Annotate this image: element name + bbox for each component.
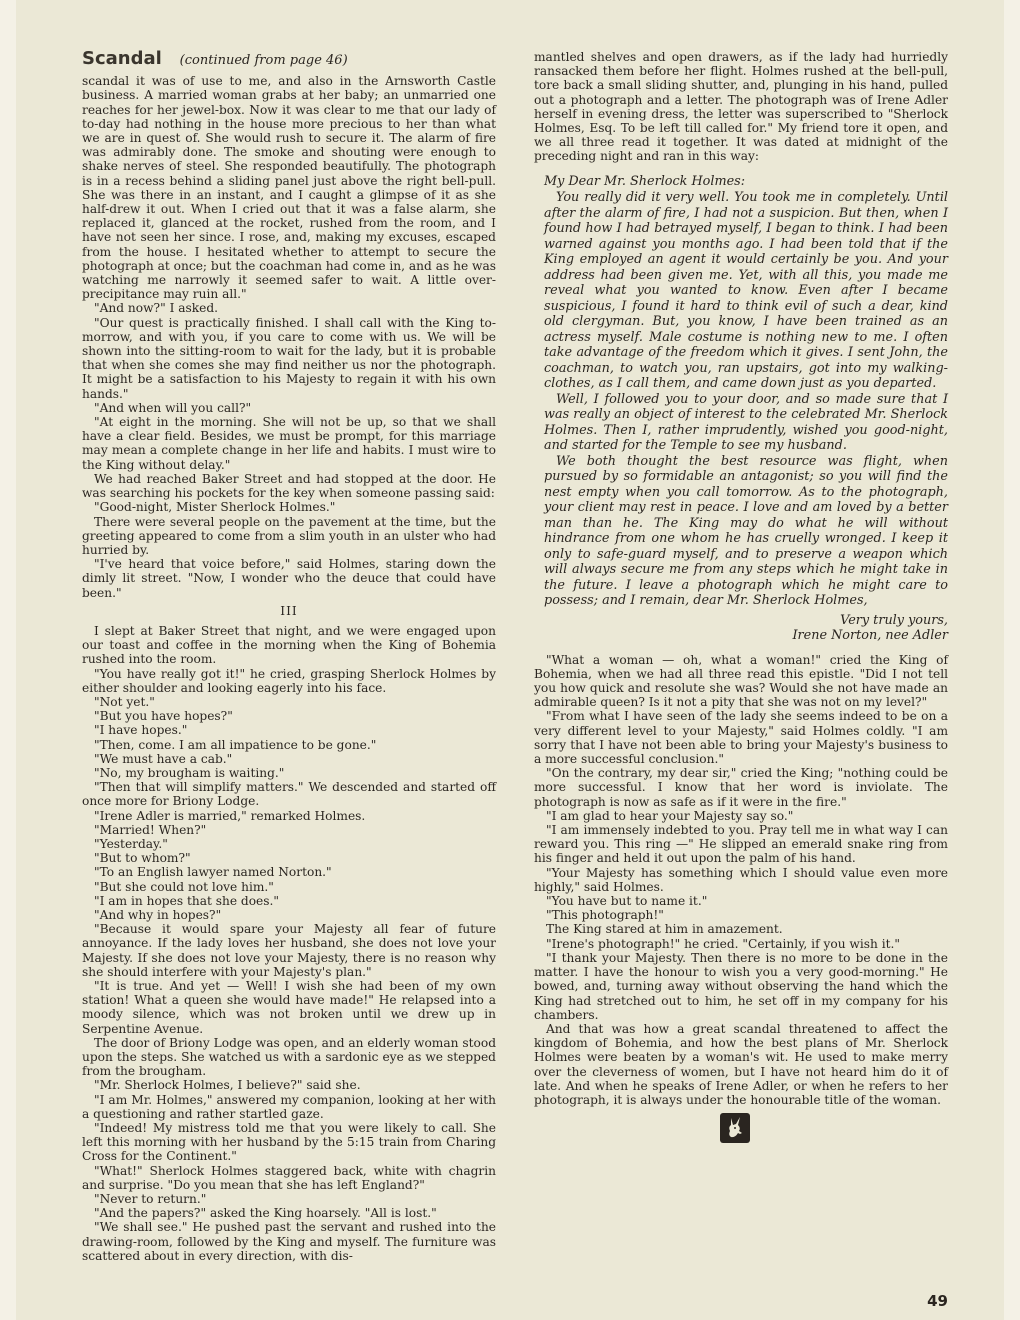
- paragraph: "Then that will simplify matters." We descended and started off once more for Briony Lodge.: [82, 780, 496, 809]
- paragraph: "It is true. And yet — Well! I wish she had been of my own station! What a queen she would have made!" He relapsed into a moody silence, which was not broken until we drew up in Serpentine Avenue.: [82, 979, 496, 1036]
- paragraph: "And why in hopes?": [94, 907, 222, 922]
- paragraph: I slept at Baker Street that night, and we were engaged upon our toast and coffee in the morning when the King of Bohemia rushed into the room.: [82, 623, 496, 667]
- paragraph: "Irene Adler is married," remarked Holmes.: [94, 808, 366, 823]
- paragraph: "Yesterday.": [94, 836, 168, 851]
- page-number: 49: [927, 1292, 948, 1310]
- paragraph: "I am glad to hear your Majesty say so.": [546, 808, 794, 823]
- paragraph: "Your Majesty has something which I should value even more highly," said Holmes.: [534, 865, 948, 894]
- bunny-icon-glyph: [725, 1116, 745, 1140]
- paragraph: We both thought the best resource was flight, when pursued by so formidable an antagonist; so you will find the nest empty when you call tomorrow. As to the photograph, your client may rest in peace. I love and am loved by a better man than he. The King may do what he will without hindrance from one whom he has cruelly wronged. I keep it only to safe-guard myself, and to preserve a weapon which will always secure me from any steps which he might take in the future. I leave a photograph which he might care to possess; and I remain, dear Mr. Sherlock Holmes,: [544, 453, 948, 609]
- left-column: [82, 50, 496, 1263]
- paragraph: "Our quest is practically finished. I shall call with the King to-morrow, and with you, if you care to come with us. We will be shown into the sitting-room to wait for the lady, but it is probable that when she comes she may find neither us nor the photograph. It might be a satisfaction to his Majesty to regain it with his own hands.": [82, 315, 496, 401]
- paragraph: "I have hopes.": [94, 723, 188, 738]
- paragraph: "But she could not love him.": [94, 879, 274, 894]
- paragraph: "Married! When?": [94, 822, 207, 837]
- bunny-icon: [720, 1113, 750, 1143]
- paragraph: "Because it would spare your Majesty all fear of future annoyance. If the lady loves her husband, she does not love your Majesty. If she does not love your Majesty, there is no reason why she should interfere with your Majesty's plan.": [82, 922, 496, 979]
- paragraph: "Not yet.": [94, 694, 155, 709]
- paragraph: There were several people on the pavement at the time, but the greeting appeared to come from a slim youth in an ulster who had hurried by.: [82, 514, 496, 557]
- paragraph: "I am Mr. Holmes," answered my companion, looking at her with a questioning and rather startled gaze.: [82, 1092, 496, 1121]
- paragraph: "Indeed! My mistress told me that you were likely to call. She left this morning with her husband by the 5:15 train from Charing Cross for the Continent.": [82, 1121, 496, 1164]
- left-paragraphs-a: [82, 74, 496, 600]
- paragraph: "I've heard that voice before," said Holmes, staring down the dimly lit street. "Now, I wonder who the deuce that could have been.": [82, 557, 496, 600]
- paragraph: "I am in hopes that she does.": [94, 893, 280, 908]
- left-paragraphs-b: [82, 624, 496, 1263]
- paragraph: "From what I have seen of the lady she seems indeed to be on a very different level to your Majesty," said Holmes coldly. "I am sorry that I have not been able to bring your Majesty's business to a more successful conclusion.": [534, 709, 948, 767]
- article-heading: [82, 48, 496, 69]
- paragraph: "To an English lawyer named Norton.": [94, 865, 332, 880]
- letter-closing: Very truly yours,: [840, 612, 948, 628]
- paragraph: mantled shelves and open drawers, as if the lady had hurriedly ransacked them before her flight. Holmes rushed at the bell-pull, tore back a small sliding shutter, and, plunging in his hand, pulled out a photograph and a letter. The photograph was of Irene Adler herself in evening dress, the letter was superscribed to "Sherlock Holmes, Esq. To be left till called for." My friend tore it open, and we all three read it together. It was dated at midnight of the preceding night and ran in this way:: [534, 50, 948, 164]
- paragraph: "Good-night, Mister Sherlock Holmes.": [94, 500, 336, 515]
- continued-note: (continued from page 46): [179, 53, 348, 68]
- paragraph: "What a woman — oh, what a woman!" cried the King of Bohemia, when we had all three read this epistle. "Did I not tell you how quick and resolute she was? Would she not have made an admirable queen? Is it not a pity that she was not on my level?": [534, 652, 948, 710]
- paragraph: "Irene's photograph!" he cried. "Certainly, if you wish it.": [546, 936, 900, 951]
- paragraph: "We shall see." He pushed past the servant and rushed into the drawing-room, followed by the King and myself. The furniture was scattered about in every direction, with dis-: [82, 1220, 496, 1263]
- paragraph: "On the contrary, my dear sir," cried the King; "nothing could be more successful. I know that her word is inviolate. The photograph is now as safe as if it were in the fire.": [534, 766, 948, 809]
- paragraph: "You have but to name it.": [546, 894, 708, 909]
- letter-signoff: [544, 613, 948, 643]
- paragraph: "And now?" I asked.: [94, 301, 219, 316]
- paragraph: "No, my brougham is waiting.": [94, 765, 285, 780]
- paragraph: "And when will you call?": [94, 400, 252, 415]
- paragraph: The door of Briony Lodge was open, and an elderly woman stood upon the steps. She watched us with a sardonic eye as we stepped from the brougham.: [82, 1035, 496, 1079]
- paragraph: "What!" Sherlock Holmes staggered back, white with chagrin and surprise. "Do you mean that she has left England?": [82, 1163, 496, 1192]
- paragraph: "But you have hopes?": [94, 709, 233, 724]
- right-column: [534, 50, 948, 1143]
- paragraph: And that was how a great scandal threatened to affect the kingdom of Bohemia, and how the best plans of Mr. Sherlock Holmes were beaten by a woman's wit. He used to make merry over the cleverness of women, but I have not heard him do it of late. And when he speaks of Irene Adler, or when he refers to her photograph, it is always under the honourable title of the woman.: [534, 1021, 948, 1107]
- paragraph: "Never to return.": [94, 1192, 207, 1207]
- letter: [544, 174, 948, 643]
- letter-signature: Irene Norton, nee Adler: [792, 627, 948, 643]
- paragraph: "This photograph!": [546, 908, 664, 923]
- magazine-page: [16, 0, 1004, 1320]
- paragraph: scandal it was of use to me, and also in the Arnsworth Castle business. A married woman grabs at her baby; an unmarried one reaches for her jewel-box. Now it was clear to me that our lady of to-day had nothing in the house more precious to her than what we are in quest of. She would rush to secure it. The alarm of fire was admirably done. The smoke and shouting were enough to shake nerves of steel. She responded beautifully. The photograph is in a recess behind a sliding panel just above the right bell-pull. She was there in an instant, and I caught a glimpse of it as she half-drew it out. When I cried out that it was a false alarm, she replaced it, glanced at the rocket, rushed from the room, and I have not seen her since. I rose, and, making my excuses, escaped from the house. I hesitated whether to attempt to secure the photograph at once; but the coachman had come in, and as he was watching me narrowly it seemed safer to wait. A little over-precipitance may ruin all.": [82, 74, 496, 302]
- paragraph: The King stared at him in amazement.: [546, 922, 783, 937]
- paragraph: We had reached Baker Street and had stopped at the door. He was searching his pockets for the key when someone passing said:: [82, 471, 496, 501]
- paragraph: "I thank your Majesty. Then there is no more to be done in the matter. I have the honour to wish you a very good-morning." He bowed, and, turning away without observing the hand which the King had stretched out to him, he set off in my company for his chambers.: [534, 950, 948, 1022]
- paragraph: "Then, come. I am all impatience to be gone.": [94, 737, 377, 752]
- section-number: III: [280, 603, 298, 618]
- letter-body: [544, 190, 948, 609]
- paragraph: "At eight in the morning. She will not be up, so that we shall have a clear field. Besides, we must be prompt, for this marriage may mean a complete change in her life and habits. I must wire to the King without delay.": [82, 415, 496, 472]
- paragraph: "Mr. Sherlock Holmes, I believe?" said she.: [94, 1078, 361, 1093]
- article-title: Scandal: [82, 48, 162, 69]
- paragraph: "And the papers?" asked the King hoarsely. "All is lost.": [94, 1206, 437, 1221]
- right-paragraphs: [534, 653, 948, 1108]
- paragraph: Well, I followed you to your door, and so made sure that I was really an object of interest to the celebrated Mr. Sherlock Holmes. Then I, rather imprudently, wished you good-night, and started for the Temple to see my husband.: [544, 391, 948, 454]
- paragraph: "But to whom?": [94, 851, 191, 866]
- letter-salutation: My Dear Mr. Sherlock Holmes:: [544, 173, 746, 189]
- paragraph: You really did it very well. You took me in completely. Until after the alarm of fire, I had not a suspicion. But then, when I found how I had betrayed myself, I began to think. I had been warned against you months ago. I had been told that if the King employed an agent it would certainly be you. And your address had been given me. Yet, with all this, you made me reveal what you wanted to know. Even after I became suspicious, I found it hard to think evil of such a dear, kind old clergyman. But, you know, I have been trained as an actress myself. Male costume is nothing new to me. I often take advantage of the freedom which it gives. I sent John, the coachman, to watch you, ran upstairs, got into my walking-clothes, as I call them, and came down just as you departed.: [544, 190, 948, 392]
- paragraph: "You have really got it!" he cried, grasping Sherlock Holmes by either shoulder and looking eagerly into his face.: [82, 666, 496, 695]
- paragraph: "I am immensely indebted to you. Pray tell me in what way I can reward you. This ring —" He slipped an emerald snake ring from his finger and held it out upon the palm of his hand.: [534, 823, 948, 866]
- paragraph: "We must have a cab.": [94, 751, 233, 766]
